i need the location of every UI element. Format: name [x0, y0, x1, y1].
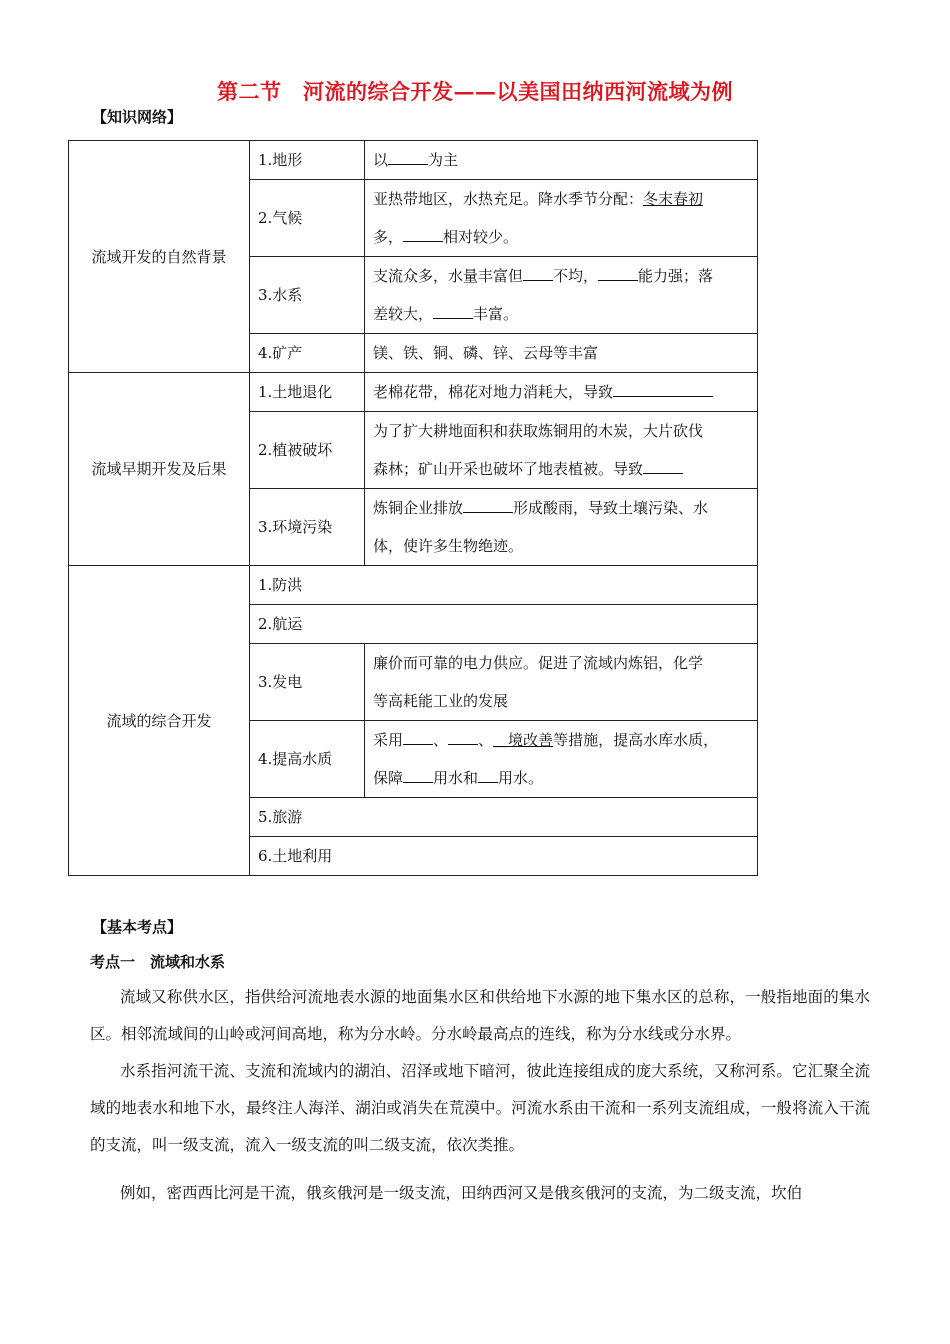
description-line [373, 721, 749, 759]
description-text: 形成酸雨，导致土壤污染、水 [513, 499, 709, 517]
description-text: 亚热带地区，水热充足。降水季节分配： [373, 190, 644, 208]
description-text: 不均， [553, 267, 599, 285]
fill-blank [523, 264, 553, 281]
table-row [69, 566, 758, 605]
basic-points-label: 【基本考点】 [92, 918, 183, 936]
description-text: 采用 [373, 731, 404, 749]
description-text: 森林；矿山开采也破坏了地表植被。导致 [373, 460, 644, 478]
description-text: 支流众多，水量丰富但 [373, 267, 524, 285]
description-line [373, 644, 749, 682]
description-line [373, 450, 749, 488]
item-cell: 1.地形 [250, 141, 365, 180]
description-text: 廉价而可靠的电力供应。促进了流域内炼铝，化学 [373, 654, 704, 672]
table-row [69, 141, 758, 180]
fill-blank [613, 380, 713, 397]
item-cell: 2.航运 [250, 605, 758, 644]
description-text: 用水和 [433, 769, 479, 787]
fill-blank [388, 148, 428, 165]
description-text: 相对较少。 [443, 228, 519, 246]
description-text: 老棉花带，棉花对地力消耗大，导致 [373, 383, 614, 401]
description-text: 以 [373, 151, 389, 169]
description-text: 炼铜企业排放 [373, 499, 464, 517]
fill-blank [478, 766, 498, 783]
paragraph-1: 流域又称供水区，指供给河流地表水源的地面集水区和供给地下水源的地下集水区的总称，一般指地面的集水区。相邻流域间的山岭或河间高地，称为分水岭。分水岭最高点的连线，称为分水线或分水界。 [90, 988, 870, 1043]
description-text: 能力强；落 [638, 267, 714, 285]
item-cell: 2.植被破坏 [250, 412, 365, 489]
description-text: 为主 [428, 151, 459, 169]
description-text: 多， [373, 228, 404, 246]
underlined-text: ＿境改善 [493, 731, 554, 749]
description-cell [365, 412, 758, 489]
description-line [373, 180, 749, 218]
description-line [373, 682, 749, 720]
section1-title: 考点一 流域和水系 [90, 953, 226, 971]
fill-blank [463, 496, 513, 513]
description-text: 为了扩大耕地面积和获取炼铜用的木炭，大片砍伐 [373, 422, 704, 440]
fill-blank [598, 264, 638, 281]
description-line [373, 527, 749, 565]
item-cell: 2.气候 [250, 180, 365, 257]
description-text: 等高耗能工业的发展 [373, 692, 509, 710]
fill-blank [448, 728, 478, 745]
description-text: 等措施，提高水库水质， [553, 731, 719, 749]
description-line [373, 412, 749, 450]
description-line [373, 218, 749, 256]
description-line [373, 373, 749, 411]
item-cell: 4.矿产 [250, 334, 365, 373]
description-line [373, 141, 749, 179]
fill-blank [403, 766, 433, 783]
description-text: 丰富。 [473, 305, 519, 323]
paragraph-3: 例如，密西西比河是干流，俄亥俄河是一级支流，田纳西河又是俄亥俄河的支流，为二级支流，坎伯 [120, 1184, 803, 1202]
description-line [373, 759, 749, 797]
knowledge-network-label: 【知识网络】 [92, 108, 183, 126]
description-cell [365, 257, 758, 334]
fill-blank [433, 302, 473, 319]
paragraph-2: 水系指河流干流、支流和流域内的湖泊、沼泽或地下暗河，彼此连接组成的庞大系统，又称河系。它汇聚全流域的地表水和地下水，最终注人海洋、湖泊或消失在荒漠中。河流水系由干流和一系列支流组成，一般将流入干流的支流，叫一级支流，流入一级支流的叫二级支流，依次类推。 [90, 1062, 870, 1154]
category-cell: 流域的综合开发 [69, 566, 250, 876]
description-text: 镁、铁、铜、磷、锌、云母等丰富 [373, 344, 599, 362]
item-cell: 3.发电 [250, 644, 365, 721]
item-cell: 1.土地退化 [250, 373, 365, 412]
description-text: 、 [433, 731, 449, 749]
description-text: 用水。 [498, 769, 544, 787]
description-cell [365, 141, 758, 180]
description-text: 差较大， [373, 305, 434, 323]
item-cell: 4.提高水质 [250, 721, 365, 798]
description-text: 保障 [373, 769, 404, 787]
fill-blank [403, 225, 443, 242]
description-cell [365, 373, 758, 412]
description-line [373, 334, 749, 372]
item-cell: 1.防洪 [250, 566, 758, 605]
underlined-text: 冬末春初 [643, 190, 704, 208]
table-row [69, 373, 758, 412]
description-cell [365, 644, 758, 721]
description-text: 体，使许多生物绝迹。 [373, 537, 524, 555]
knowledge-table [68, 140, 758, 876]
category-cell: 流域开发的自然背景 [69, 141, 250, 373]
description-cell [365, 721, 758, 798]
item-cell: 3.环境污染 [250, 489, 365, 566]
description-line [373, 295, 749, 333]
item-cell: 5.旅游 [250, 798, 758, 837]
description-cell [365, 334, 758, 373]
description-line [373, 489, 749, 527]
item-cell: 3.水系 [250, 257, 365, 334]
description-text: 、 [478, 731, 494, 749]
fill-blank [403, 728, 433, 745]
category-cell: 流域早期开发及后果 [69, 373, 250, 566]
page-title: 第二节 河流的综合开发——以美国田纳西河流域为例 [217, 79, 733, 104]
description-cell [365, 489, 758, 566]
description-line [373, 257, 749, 295]
item-cell: 6.土地利用 [250, 837, 758, 876]
description-cell [365, 180, 758, 257]
fill-blank [643, 457, 683, 474]
